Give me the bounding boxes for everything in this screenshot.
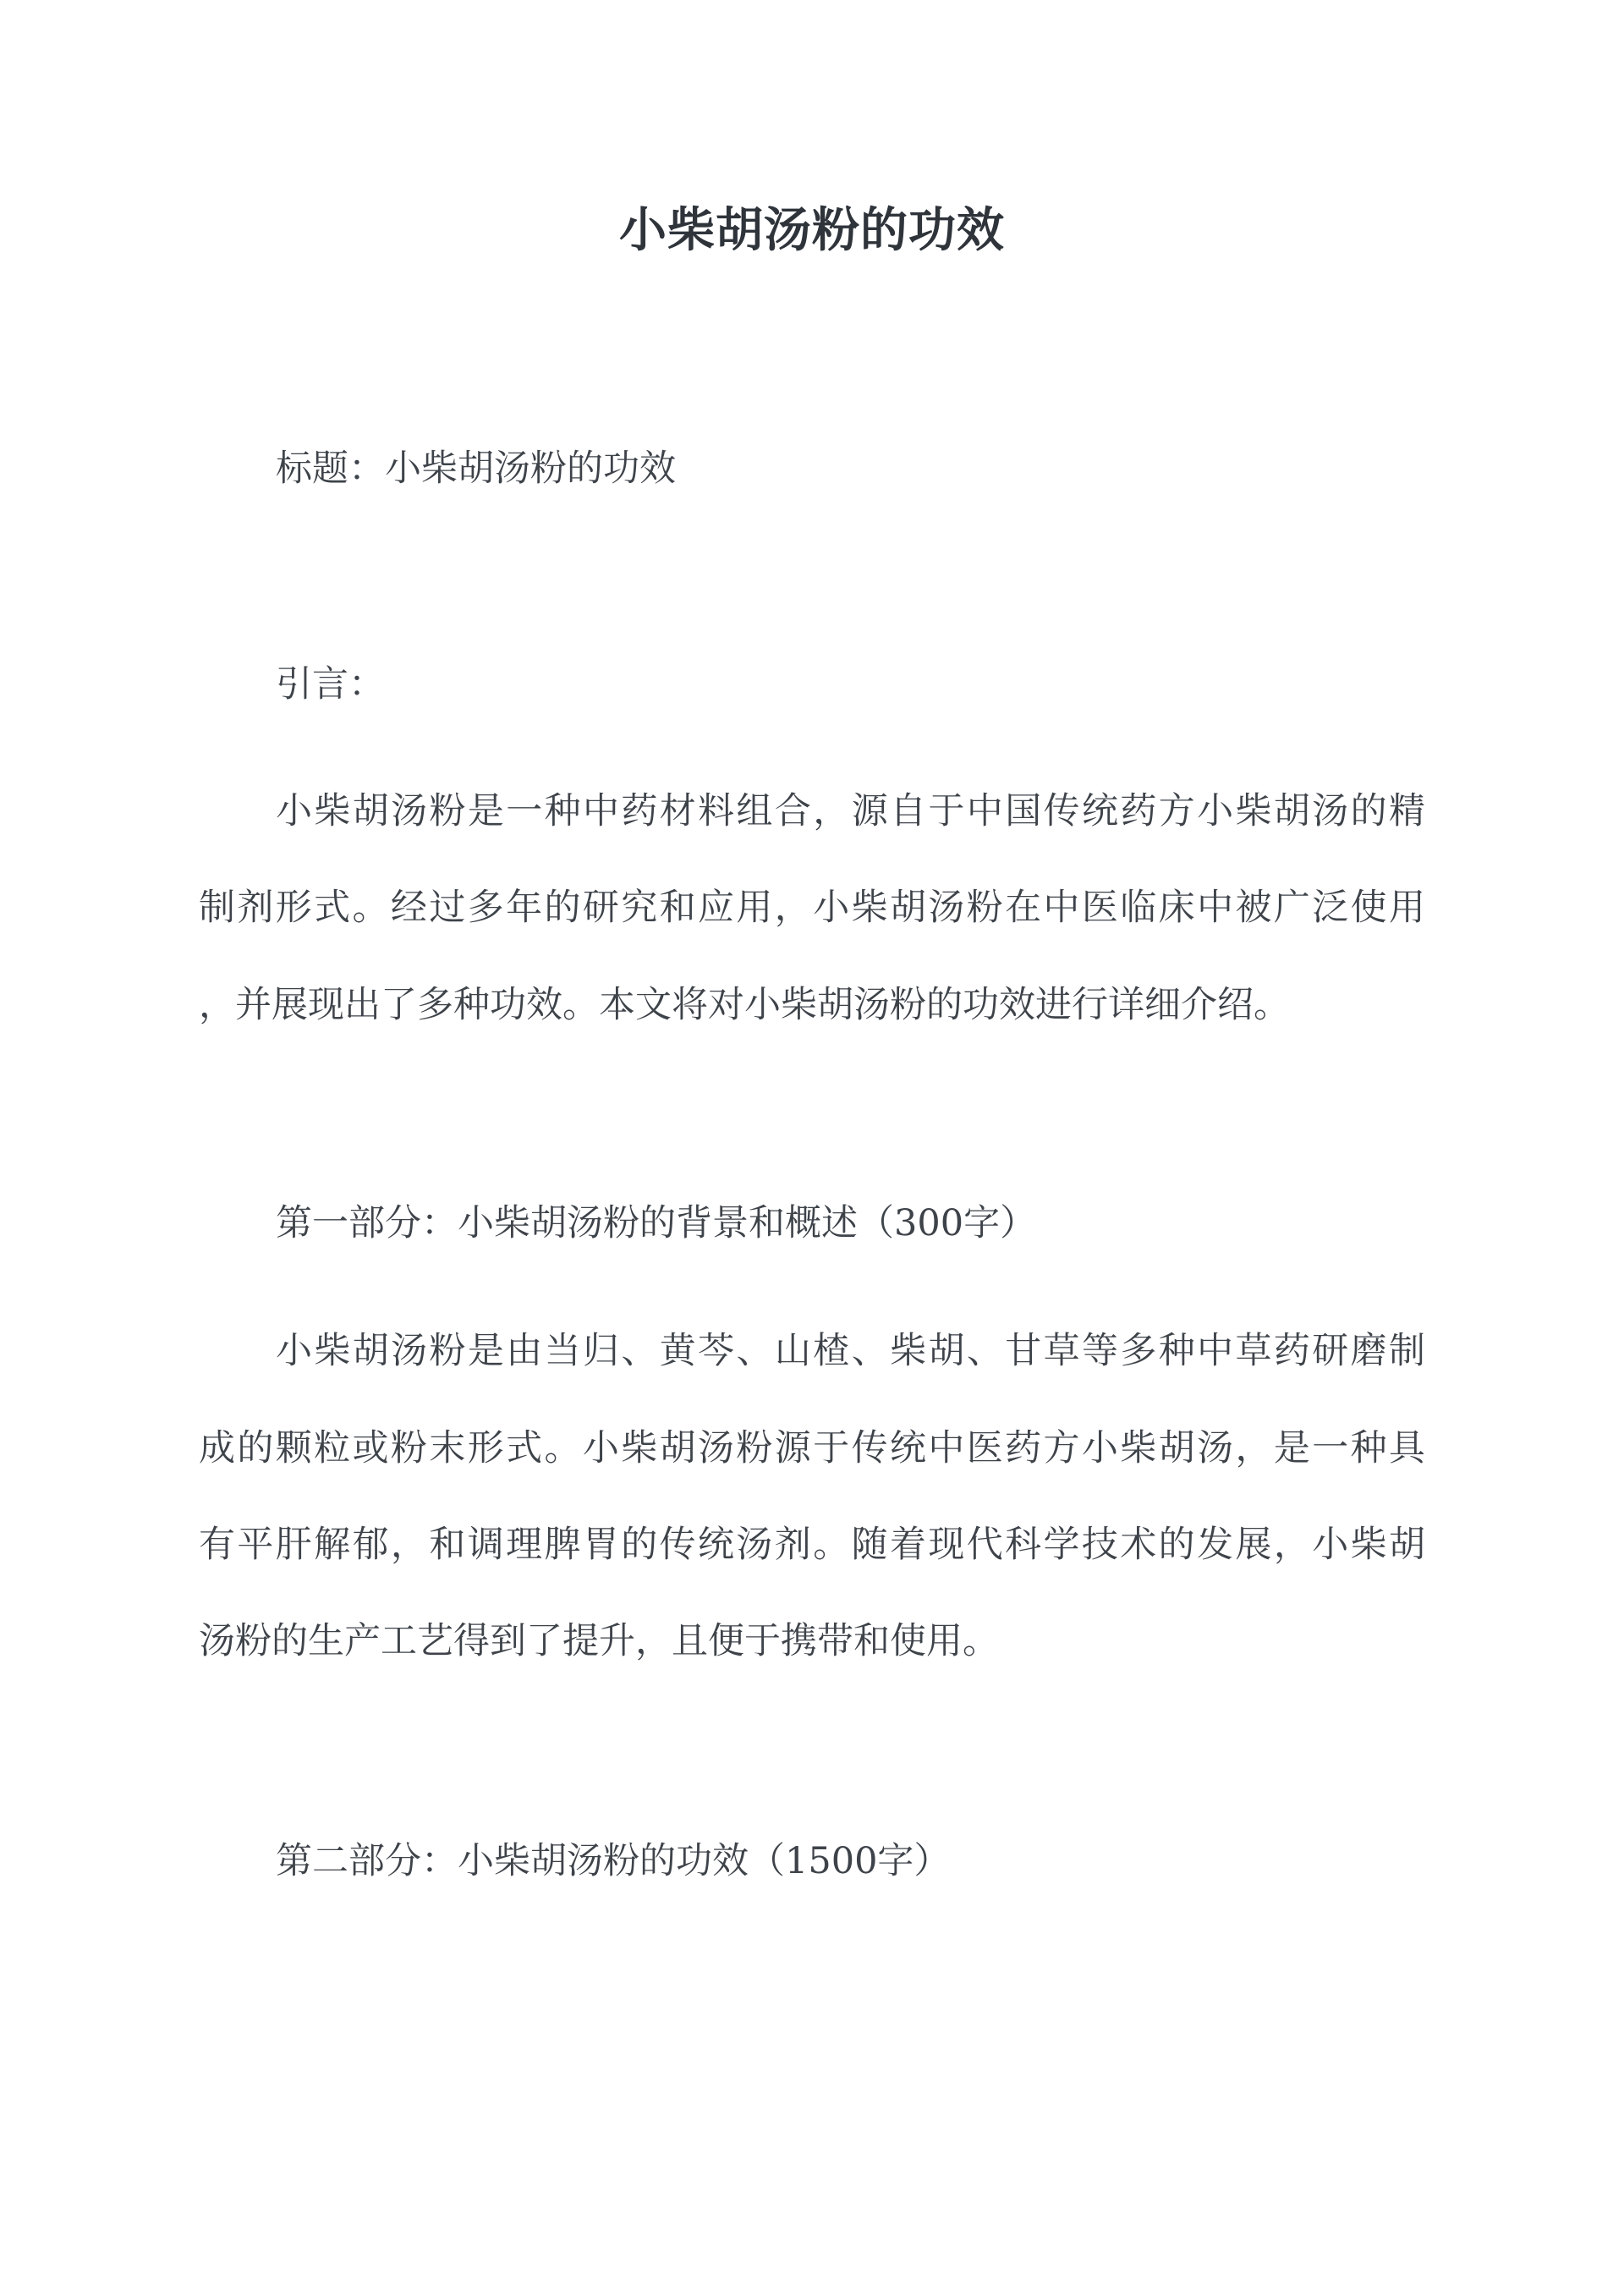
intro-label: 引言： (276, 663, 385, 706)
intro-line-2: 制剂形式。经过多年的研究和应用，小柴胡汤粉在中医临床中被广泛使用 (199, 887, 1425, 929)
section1-line-1: 小柴胡汤粉是由当归、黄芩、山楂、柴胡、甘草等多种中草药研磨制 (276, 1330, 1425, 1372)
section1-line-2: 成的颗粒或粉末形式。小柴胡汤粉源于传统中医药方小柴胡汤，是一种具 (199, 1427, 1425, 1469)
document-title: 小柴胡汤粉的功效 (619, 202, 1005, 258)
intro-line-1: 小柴胡汤粉是一种中药材料组合，源自于中国传统药方小柴胡汤的精 (276, 790, 1425, 832)
section1-heading: 第一部分：小柴胡汤粉的背景和概述（300字） (276, 1202, 1037, 1244)
intro-line-3: ，并展现出了多种功效。本文将对小柴胡汤粉的功效进行详细介绍。 (199, 984, 1290, 1026)
heading-line: 标题：小柴胡汤粉的功效 (276, 448, 676, 490)
section1-line-4: 汤粉的生产工艺得到了提升，且便于携带和使用。 (199, 1620, 999, 1662)
section2-heading: 第二部分：小柴胡汤粉的功效（1500字） (276, 1840, 951, 1882)
section1-line-3: 有平肝解郁，和调理脾胃的传统汤剂。随着现代科学技术的发展，小柴胡 (199, 1524, 1425, 1566)
